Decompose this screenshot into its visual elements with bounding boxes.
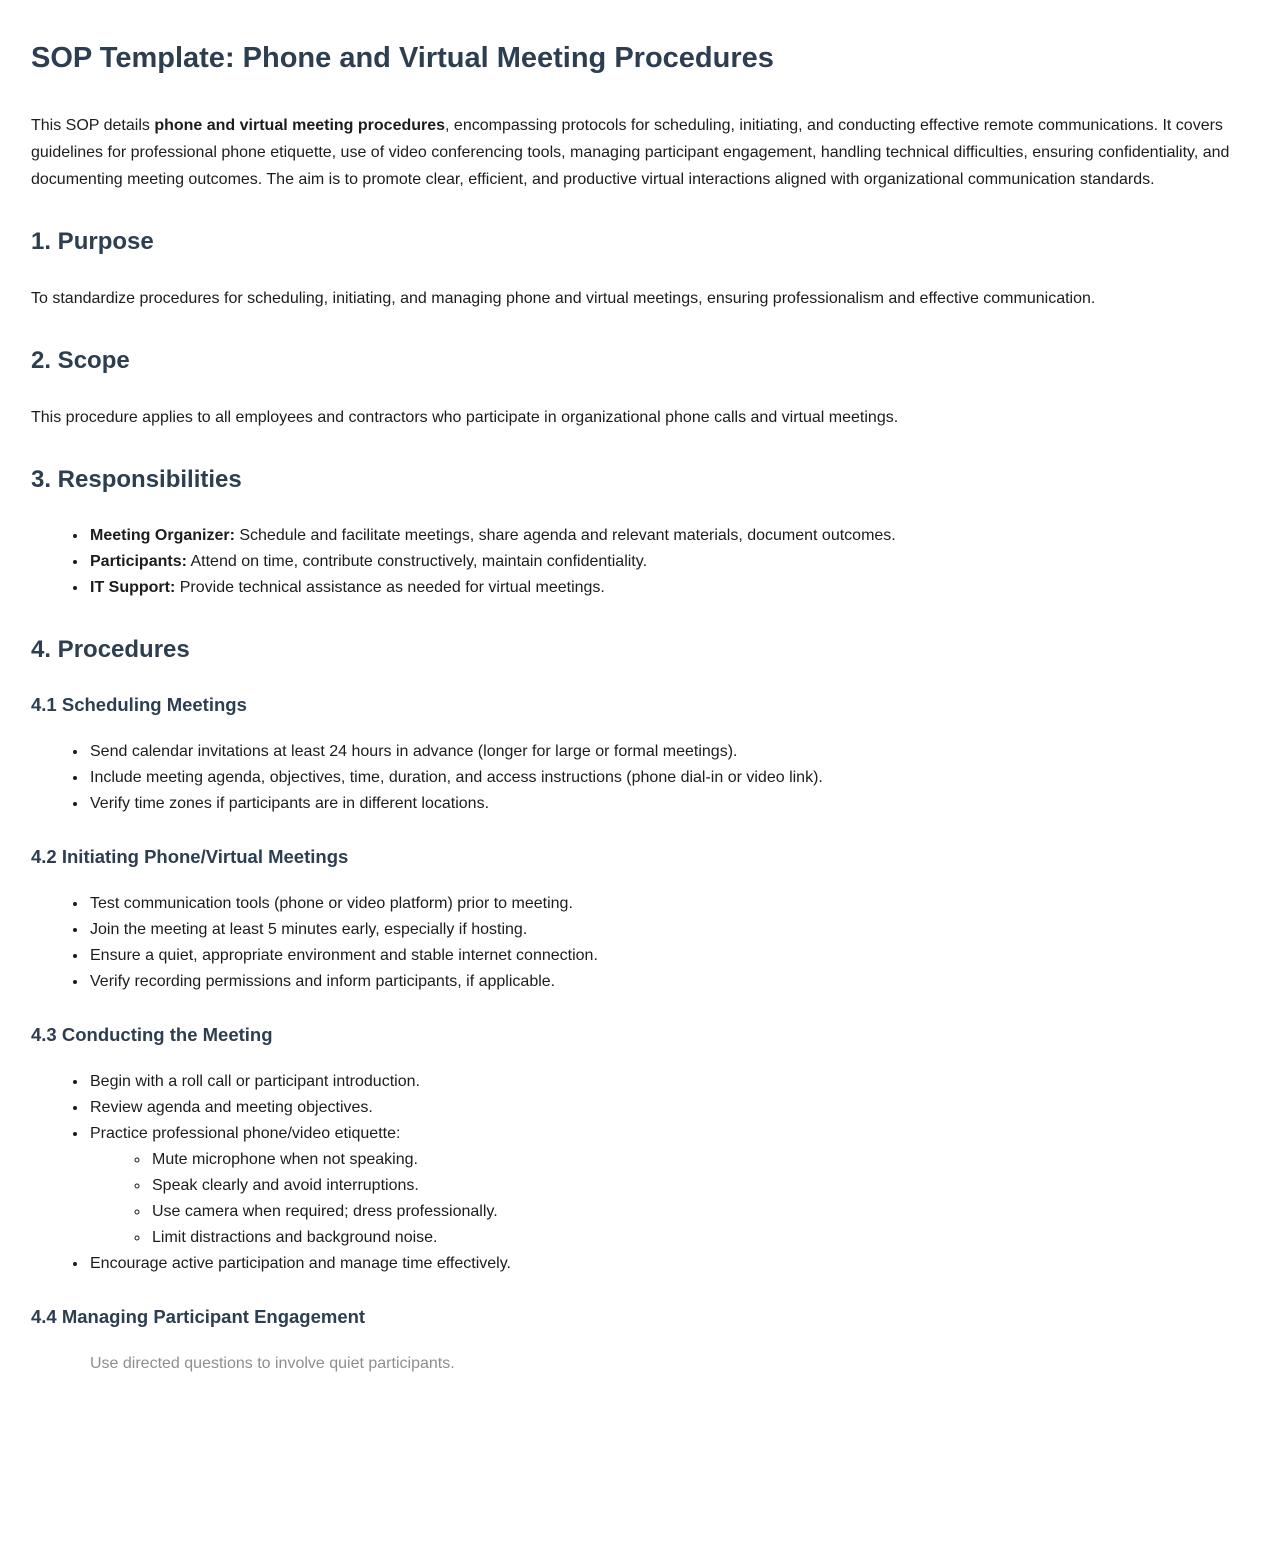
list-item xyxy=(88,549,1232,575)
heading-scope: 2. Scope xyxy=(31,347,130,375)
bullet-text: Attend on time, contribute constructively, maintain confidentiality. xyxy=(186,553,648,571)
list-item xyxy=(88,575,1232,601)
scope-body: This procedure applies to all employees and contractors who participate in organizational phone calls and virtual meetings. xyxy=(31,409,899,427)
bullet-label: Participants: xyxy=(90,553,187,571)
heading-purpose: 1. Purpose xyxy=(31,228,154,256)
bullet-label: IT Support: xyxy=(90,579,176,597)
intro-text-end: , encompassing protocols for scheduling, initiating, and conducting effective remote communications. It covers guidelines for professional phone etiquette, use of video conferencing tools, managing participant engagement, handling technical difficulties, ensuring confidentiality, and documenting meeting outcomes. The aim is to promote clear, efficient, and productive virtual interactions aligned with organizational communication standards. xyxy=(31,117,1230,189)
intro-bold-phrase: phone and virtual meeting procedures xyxy=(154,117,446,135)
responsibilities-list xyxy=(31,523,1232,601)
heading-responsibilities: 3. Responsibilities xyxy=(31,466,242,494)
intro-text-start: This SOP details xyxy=(31,117,155,135)
sub-list-item: ◦ Limit distractions and background noise. xyxy=(150,1225,1232,1251)
heading-scheduling-meetings: 4.1 Scheduling Meetings xyxy=(31,694,247,716)
list-item: • Join the meeting at least 5 minutes early, especially if hosting. xyxy=(88,917,1232,943)
scheduling-meetings-list xyxy=(31,739,1232,817)
participant-engagement-list xyxy=(31,1351,1232,1377)
list-item: • Ensure a quiet, appropriate environment and stable internet connection. xyxy=(88,943,1232,969)
initiating-meetings-list xyxy=(31,891,1232,995)
document-title: SOP Template: Phone and Virtual Meeting Procedures xyxy=(31,42,774,74)
bullet-text: Schedule and facilitate meetings, share agenda and relevant materials, document outcomes. xyxy=(234,527,896,545)
heading-conducting-meeting: 4.3 Conducting the Meeting xyxy=(31,1024,273,1046)
sub-list-item: ◦ Mute microphone when not speaking. xyxy=(150,1147,1232,1173)
list-item: • Send calendar invitations at least 24 hours in advance (longer for large or formal meetings). xyxy=(88,739,1232,765)
conducting-meeting-list xyxy=(31,1069,1232,1277)
list-item: • Review agenda and meeting objectives. xyxy=(88,1095,1232,1121)
list-item: • Test communication tools (phone or video platform) prior to meeting. xyxy=(88,891,1232,917)
heading-initiating-meetings: 4.2 Initiating Phone/Virtual Meetings xyxy=(31,846,349,868)
list-item xyxy=(88,1121,1232,1251)
list-item: • Encourage active participation and manage time effectively. xyxy=(88,1251,1232,1277)
sub-list-item: ◦ Speak clearly and avoid interruptions. xyxy=(150,1173,1232,1199)
etiquette-sub-list xyxy=(90,1147,1232,1251)
heading-participant-engagement: 4.4 Managing Participant Engagement xyxy=(31,1306,366,1328)
purpose-body: To standardize procedures for scheduling, initiating, and managing phone and virtual meetings, ensuring professionalism and effective communication. xyxy=(31,290,1096,308)
list-item: • Begin with a roll call or participant introduction. xyxy=(88,1069,1232,1095)
list-item: • Verify recording permissions and inform participants, if applicable. xyxy=(88,969,1232,995)
list-item: • Include meeting agenda, objectives, time, duration, and access instructions (phone dial-in or video link). xyxy=(88,765,1232,791)
intro-paragraph xyxy=(31,112,1232,193)
sub-list-item: ◦ Use camera when required; dress professionally. xyxy=(150,1199,1232,1225)
bullet-text: Practice professional phone/video etiquette: xyxy=(90,1125,401,1143)
list-item: • Verify time zones if participants are in different locations. xyxy=(88,791,1232,817)
clipped-bottom-line xyxy=(31,1351,1232,1373)
list-item-partial: Use directed questions to involve quiet participants. xyxy=(90,1355,455,1373)
bullet-text: Provide technical assistance as needed for virtual meetings. xyxy=(175,579,605,597)
bullet-label: Meeting Organizer: xyxy=(90,527,235,545)
list-item xyxy=(88,523,1232,549)
heading-procedures: 4. Procedures xyxy=(31,636,190,664)
